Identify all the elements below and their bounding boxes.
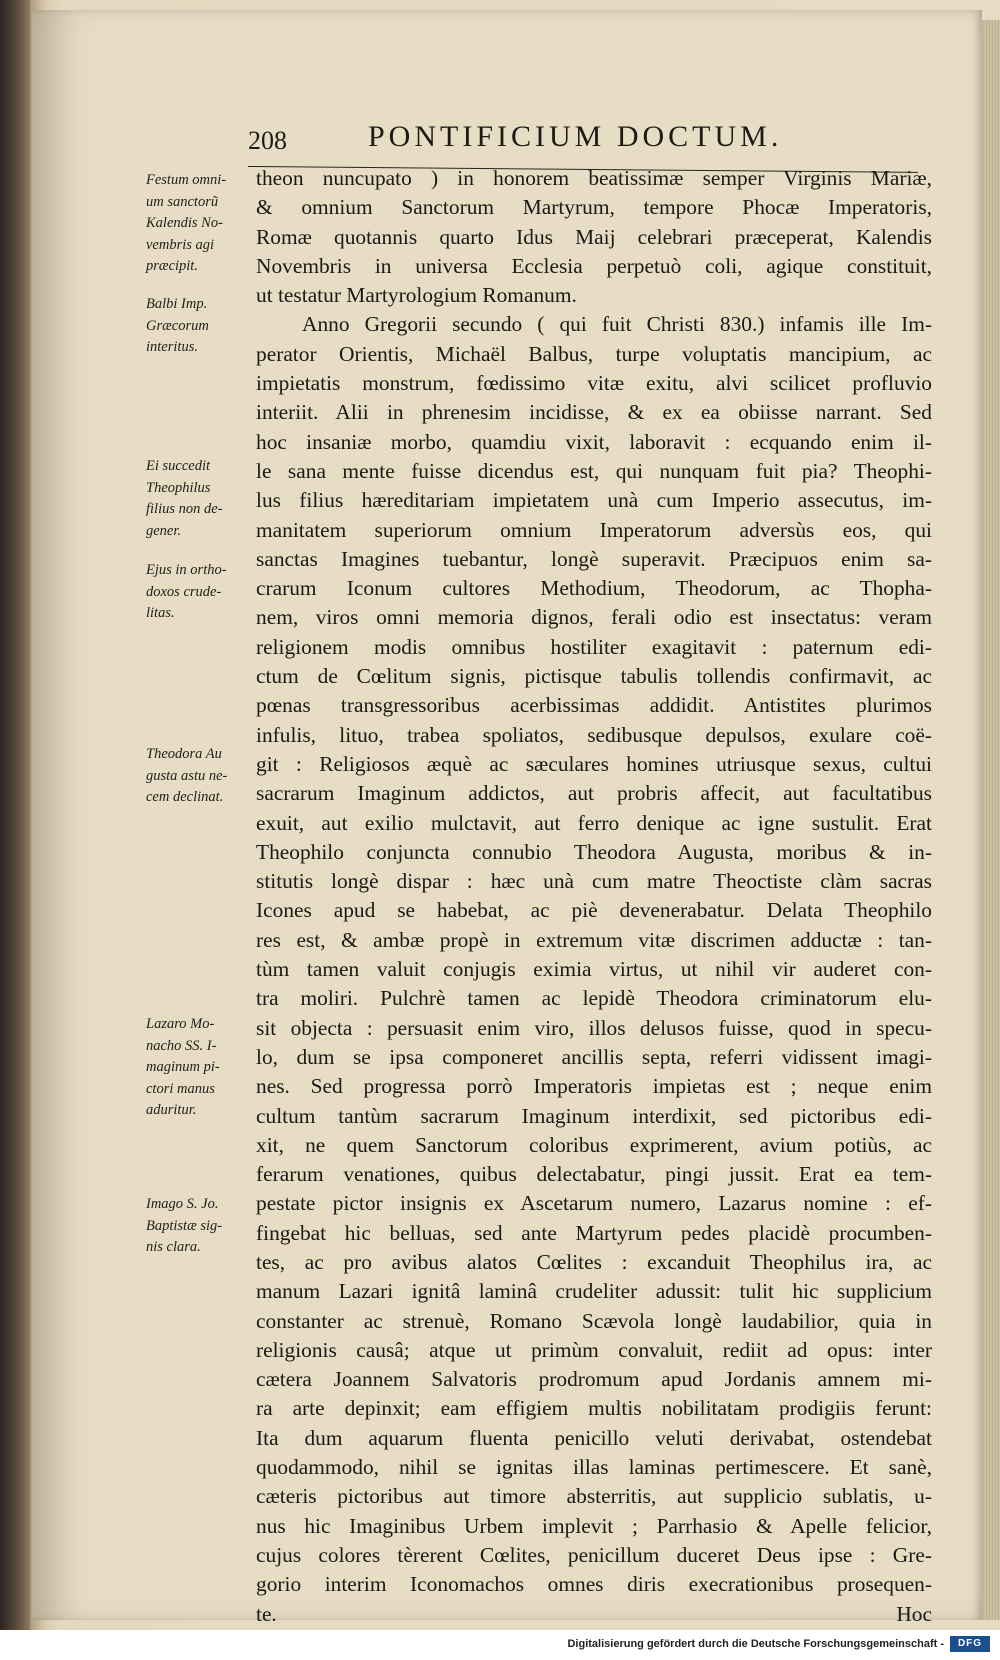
text-line: stitutis longè dispar : hæc unà cum matre Theoctiste clàm sacras: [256, 869, 932, 894]
text-line: constanter ac strenuè, Romano Scævola longè laudabilior, quia in: [256, 1308, 932, 1333]
margin-note: Imago S. Jo. Baptistæ sig- nis clara.: [146, 1196, 223, 1255]
text-line: cujus colores tèrerent Cœlites, penicillum duceret Deus ipse : Gre-: [256, 1542, 932, 1567]
book-binding: [0, 0, 30, 1630]
text-line: cultum tantùm sacrarum Imaginum interdixit, sed pictoribus edi-: [256, 1103, 932, 1128]
text-line: religionem modis omnibus hostiliter exagitavit : paternum edi-: [256, 634, 932, 659]
text-line: nus hic Imaginibus Urbem implevit ; Parrhasio & Apelle felicior,: [256, 1513, 932, 1538]
funding-notice: Digitalisierung gefördert durch die Deutsche Forschungsgemeinschaft -: [567, 1638, 944, 1650]
text-line: pestate pictor insignis ex Ascetarum numero, Lazarus nomine : ef-: [256, 1191, 932, 1216]
text-line: ctum de Cœlitum signis, pictisque tabulis tollendis confirmavit, ac: [256, 664, 932, 689]
text-line: perator Orientis, Michaël Balbus, turpe voluptatis mancipium, ac: [256, 341, 932, 366]
text-line: sit objecta : persuasit enim viro, illos delusos fuisse, quod in specu-: [256, 1015, 932, 1040]
margin-note: Lazaro Mo- nacho SS. I- maginum pi- ctori manus aduritur.: [146, 1016, 220, 1118]
text-line: tùm tamen valuit conjugis eximia virtus, ut nihil vir auderet con-: [256, 957, 932, 982]
text-line: Romæ quotannis quarto Idus Maij celebrari præceperat, Kalendis: [256, 224, 932, 249]
text-line: manum Lazari ignitâ laminâ crudeliter adussit: tulit hic supplicium: [256, 1279, 932, 1304]
text-line: git : Religiosos æquè ac sæculares homines utriusque sexus, cultui: [256, 751, 932, 776]
text-line: manitatem superiorum omnium Imperatorum adversùs eos, qui: [256, 517, 932, 542]
text-line: quodammodo, nihil se ignitas illas laminas pertimescere. Et sanè,: [256, 1455, 932, 1480]
text-line: religionis causâ; atque ut primùm convaluit, rediit ad opus: inter: [256, 1337, 932, 1362]
body-text: [256, 164, 932, 1629]
catchword: Hoc: [896, 1601, 932, 1626]
page-number: 208: [248, 126, 287, 155]
text-line: crarum Iconum cultores Methodium, Theodorum, ac Thopha-: [256, 576, 932, 601]
margin-note: Ei succedit Theophilus filius non de- gener.: [146, 458, 223, 539]
text-line: te.: [256, 1601, 277, 1626]
margin-note: Festum omni- um sanctorũ Kalendis No- vembris agi præcipit.: [146, 172, 227, 274]
text-line: sanctas Imagines tuebantur, longè superavit. Præcipuos enim sa-: [256, 546, 932, 571]
text-line: ferarum venationes, quibus delectabatur, pingi jussit. Erat ea tem-: [256, 1162, 932, 1187]
text-line: Ita dum aquarum fluenta penicillo veluti derivabat, ostendebat: [256, 1425, 932, 1450]
text-line: cæteris pictoribus aut timore absterritis, aut supplicio sublatis, u-: [256, 1484, 932, 1509]
margin-note: Ejus in ortho- doxos crude- litas.: [146, 562, 227, 621]
footer-bar: [0, 1630, 1000, 1660]
text-line: impietatis monstrum, fœdissimo vitæ exitu, alvi scilicet profluvio: [256, 371, 932, 396]
text-line: Novembris in universa Ecclesia perpetuò coli, agique constituit,: [256, 253, 932, 278]
text-line: le sana mente fuisse dicendus est, qui nunquam fuit pia? Theophi-: [256, 458, 932, 483]
text-line: lo, dum se ipsa componeret ancillis septa, referri vidissent imagi-: [256, 1044, 932, 1069]
text-line: ra arte depinxit; eam effigiem multis nobilitatam prodigiis ferunt:: [256, 1396, 932, 1421]
text-line: nes. Sed progressa porrò Imperatoris impietas est ; neque enim: [256, 1074, 932, 1099]
text-line: sacrarum Imaginum addictos, aut probris affecit, aut facultatibus: [256, 781, 932, 806]
text-line: exuit, aut exilio mulctavit, aut ferro denique ac igne sustulit. Erat: [256, 810, 932, 835]
text-line: fingebat hic belluas, sed ante Martyrum pedes placidè procumben-: [256, 1220, 932, 1245]
text-line: Icones apud se habebat, ac piè devenerabatur. Delata Theophilo: [256, 898, 932, 923]
text-line: pœnas transgressoribus acerbissimas addidit. Antistites plurimos: [256, 693, 932, 718]
dfg-logo-icon: DFG: [950, 1636, 990, 1652]
page-title: PONTIFICIUM DOCTUM.: [368, 120, 783, 153]
margin-note: Balbi Imp. Græcorum interitus.: [146, 296, 209, 355]
text-line: Theophilo conjuncta connubio Theodora Augusta, moribus & in-: [256, 839, 932, 864]
text-line: & omnium Sanctorum Martyrum, tempore Phocæ Imperatoris,: [256, 195, 932, 220]
text-line: res est, & ambæ propè in extremum vitæ discrimen adductæ : tan-: [256, 927, 932, 952]
text-line: hoc insaniæ morbo, quamdiu vixit, laboravit : ecquando enim il-: [256, 429, 932, 454]
text-line: gorio interim Iconomachos omnes diris execrationibus prosequen-: [256, 1572, 932, 1597]
text-line: cætera Joannem Salvatoris prodromum apud Jordanis amnem mi-: [256, 1367, 932, 1392]
text-line: ut testatur Martyrologium Romanum.: [256, 283, 577, 308]
running-head: [248, 120, 948, 164]
text-line: infulis, lituo, trabea spoliatos, sedibusque depulsos, exulare coë-: [256, 722, 932, 747]
text-line: xit, ne quem Sanctorum coloribus exprimerent, avium potiùs, ac: [256, 1132, 932, 1157]
margin-note: Theodora Au gusta astu ne- cem declinat.: [146, 746, 228, 805]
page-fore-edge: [982, 20, 1000, 1620]
text-line: Anno Gregorii secundo ( qui fuit Christi 830.) infamis ille Im-: [302, 312, 932, 337]
text-line: theon nuncupato ) in honorem beatissimæ semper Virginis Mariæ,: [256, 166, 932, 190]
text-line: tra moliri. Pulchrè tamen ac lepidè Theodora criminatorum elu-: [256, 986, 932, 1011]
text-line: nem, viros omni memoria dignos, ferali odio est insectatus: veram: [256, 605, 932, 630]
text-line: lus filius hæreditariam impietatem unà cum Imperio assecutus, im-: [256, 488, 932, 513]
text-line: tes, ac pro avibus alatos Cœlites : excanduit Theophilus ira, ac: [256, 1249, 932, 1274]
text-line: interiit. Alii in phrenesim incidisse, & ex ea obiisse narrant. Sed: [256, 400, 932, 425]
